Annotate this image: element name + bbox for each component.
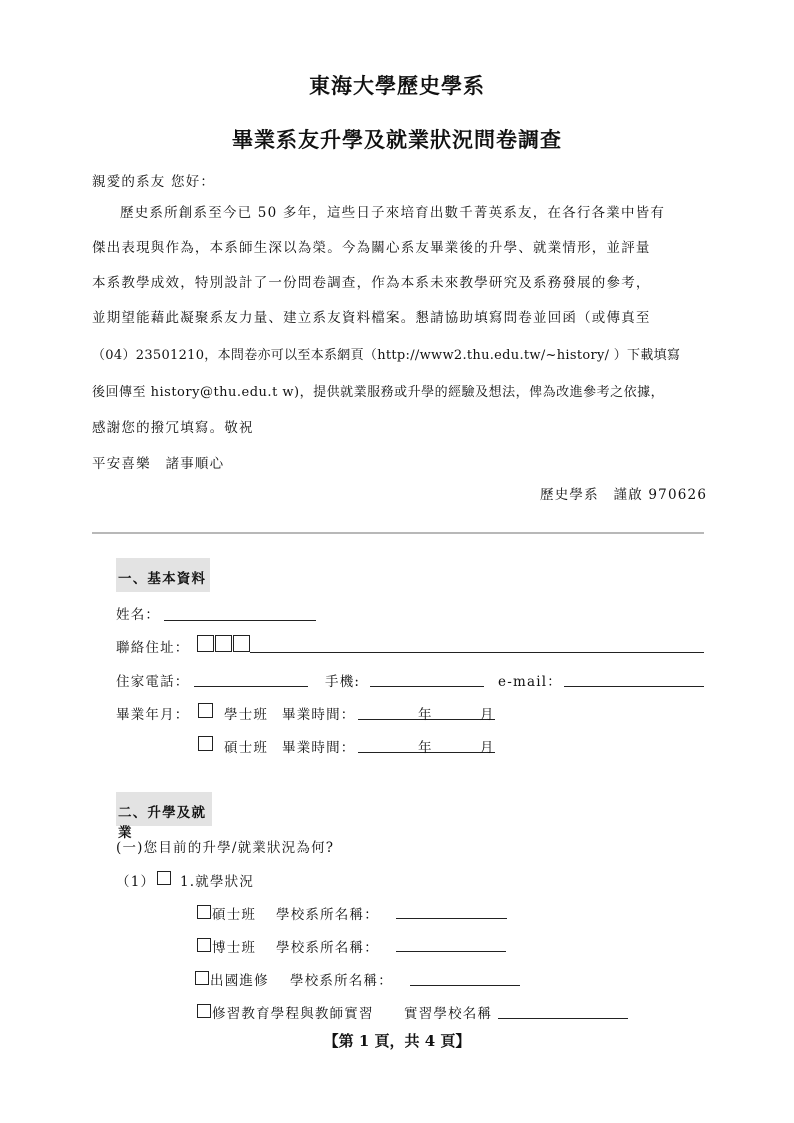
master-month-unit: 月: [480, 740, 495, 756]
graduation-label: 畢業年月：: [116, 707, 190, 723]
department-title: 東海大學歷史學系: [309, 73, 485, 98]
letter-line-6: 後回傳至 history@thu.edu.t w)，提供就業服務或升學的經驗及想法，俾為改進參考之依據，: [92, 385, 665, 400]
option-1-label: 1.就學狀況: [180, 874, 255, 890]
section2-title: 二、升學及就業: [116, 792, 212, 826]
postal-code-box-1[interactable]: [197, 635, 214, 652]
letter-line-1: 歷史系所創系至今已 50 多年，這些日子來培育出數千菁英系友，在各行各業中皆有: [120, 205, 666, 221]
section1-title: 一、基本資料: [116, 558, 210, 592]
study-abroad-label: 出國進修: [210, 973, 269, 989]
name-input-line[interactable]: [164, 620, 316, 621]
letter-closing: 平安喜樂 諸事順心: [92, 456, 225, 472]
master-grad-time-label: 畢業時間：: [282, 740, 356, 756]
email-input-line[interactable]: [564, 686, 704, 687]
address-label: 聯絡住址：: [116, 640, 190, 656]
postal-code-box-2[interactable]: [215, 635, 232, 652]
question-1: (一)您目前的升學/就業狀況為何?: [116, 840, 335, 856]
phd-program-field-label: 學校系所名稱：: [276, 940, 379, 956]
master-program-label: 碩士班: [212, 907, 257, 923]
letter-signature: 歷史學系 謹啟 970626: [540, 487, 708, 503]
letter-line-5: （04）23501210，本問卷亦可以至本系網頁（http://www2.thu.edu.tw/~history/ ）下載填寫: [92, 348, 681, 363]
master-checkbox[interactable]: [198, 736, 213, 751]
email-label: e-mail：: [498, 674, 562, 690]
teacher-training-label: 修習教育學程與教師實習: [212, 1006, 374, 1022]
phd-program-input-line[interactable]: [396, 951, 506, 952]
phone-input-line[interactable]: [194, 686, 308, 687]
phd-program-checkbox[interactable]: [197, 938, 211, 952]
master-program-checkbox[interactable]: [197, 905, 211, 919]
page-number: 【第 1 頁，共 4 頁】: [323, 1032, 471, 1050]
address-input-line[interactable]: [250, 652, 704, 653]
master-year-unit: 年: [418, 740, 433, 756]
greeting: 親愛的系友 您好：: [92, 174, 216, 190]
teacher-training-checkbox[interactable]: [197, 1004, 211, 1018]
master-label: 碩士班: [224, 740, 269, 756]
teacher-training-input-line[interactable]: [498, 1018, 628, 1019]
survey-title: 畢業系友升學及就業狀況問卷調查: [232, 127, 562, 152]
letter-line-7: 感謝您的撥冗填寫。敬祝: [92, 420, 254, 436]
option-1-checkbox[interactable]: [157, 871, 171, 885]
option-1-prefix: （1）: [116, 874, 156, 890]
bachelor-grad-time-label: 畢業時間：: [282, 707, 356, 723]
name-label: 姓名：: [116, 607, 161, 623]
section-divider: [92, 532, 704, 534]
master-program-field-label: 學校系所名稱：: [276, 907, 379, 923]
bachelor-checkbox[interactable]: [198, 703, 213, 718]
letter-line-4: 並期望能藉此凝聚系友力量、建立系友資料檔案。懇請協助填寫問卷並回函（或傳真至: [92, 310, 651, 326]
phd-program-label: 博士班: [212, 940, 257, 956]
mobile-label: 手機:: [325, 674, 361, 690]
bachelor-month-unit: 月: [480, 707, 495, 723]
study-abroad-input-line[interactable]: [410, 985, 520, 986]
letter-line-2: 傑出表現與作為，本系師生深以為榮。今為關心系友畢業後的升學、就業情形，並評量: [92, 240, 651, 256]
teacher-training-field-label: 實習學校名稱: [404, 1006, 493, 1022]
bachelor-year-unit: 年: [418, 707, 433, 723]
mobile-input-line[interactable]: [370, 686, 484, 687]
bachelor-label: 學士班: [224, 707, 269, 723]
postal-code-box-3[interactable]: [233, 635, 250, 652]
master-program-input-line[interactable]: [396, 918, 507, 919]
letter-line-3: 本系教學成效，特別設計了一份問卷調查，作為本系未來教學研究及系務發展的參考，: [92, 275, 651, 291]
study-abroad-checkbox[interactable]: [195, 971, 209, 985]
phone-label: 住家電話：: [116, 674, 190, 690]
study-abroad-field-label: 學校系所名稱：: [290, 973, 393, 989]
